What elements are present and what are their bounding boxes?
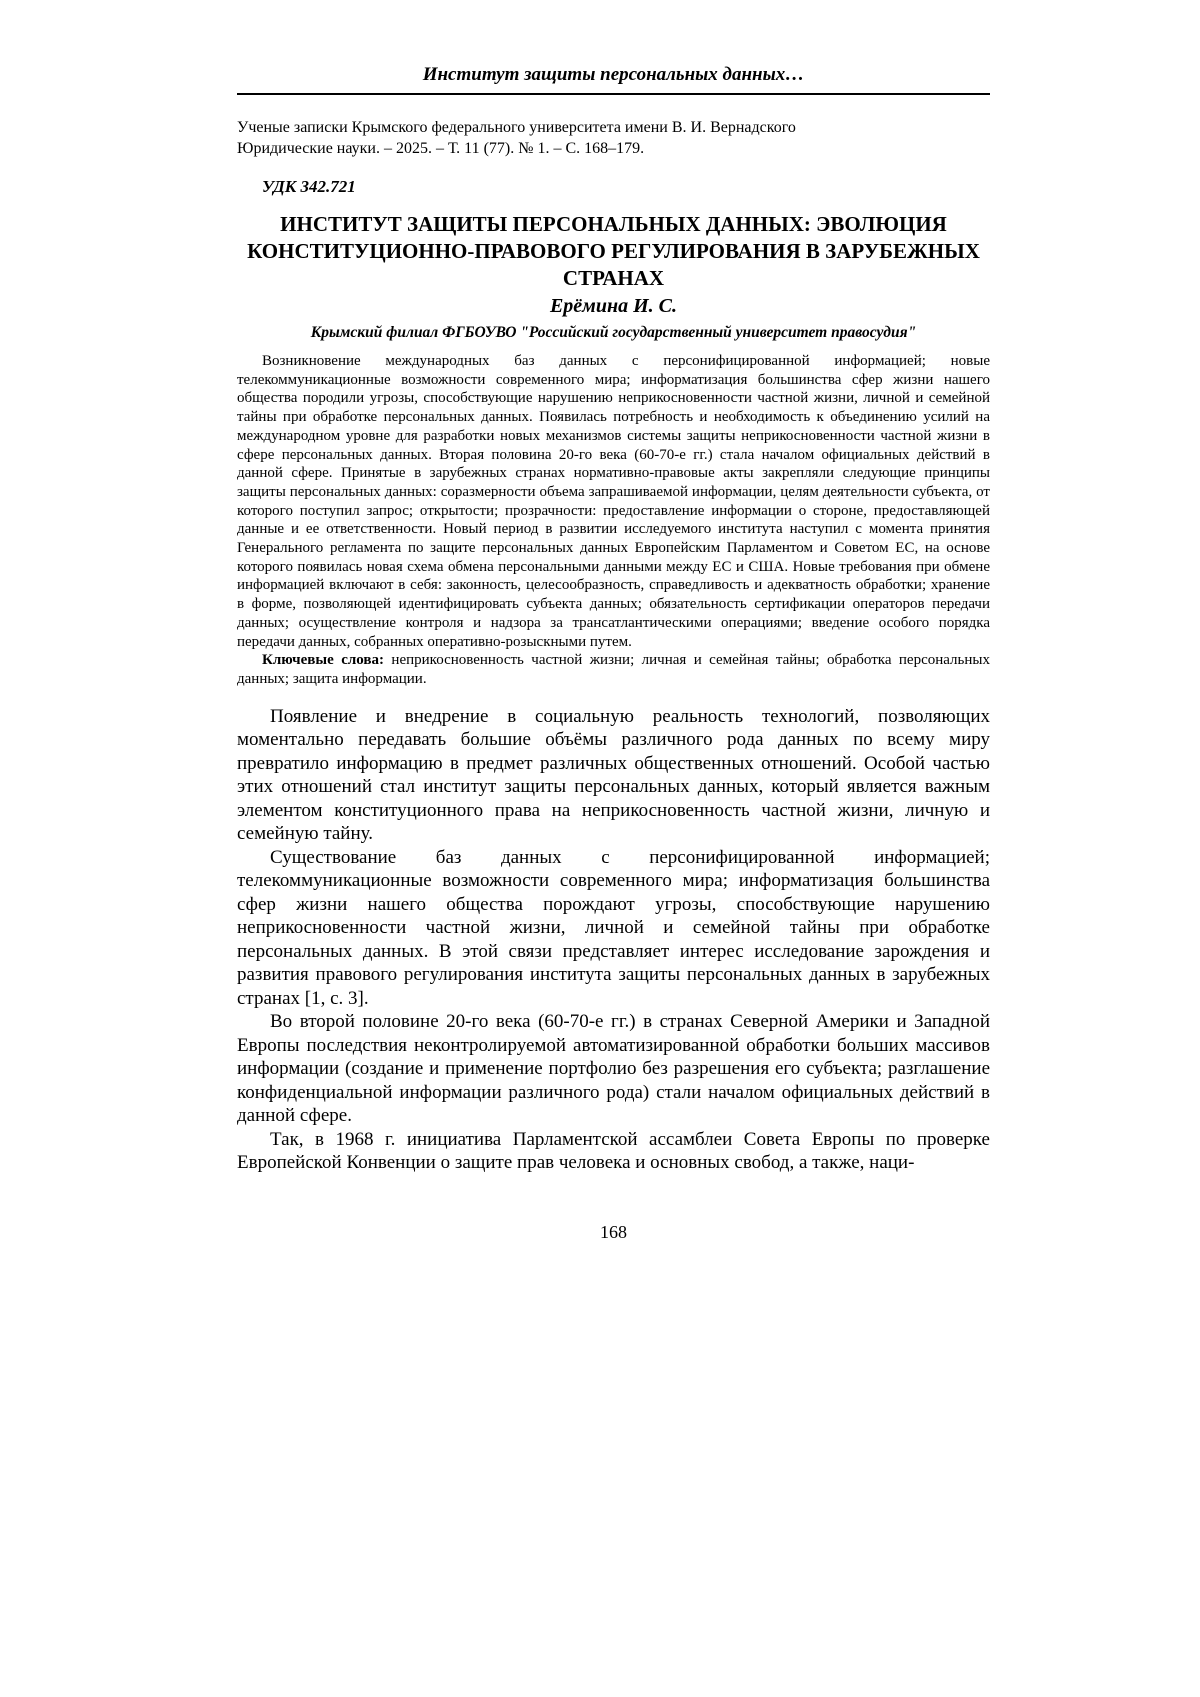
article-author: Ерёмина И. С. xyxy=(549,295,678,317)
body-paragraph: Существование баз данных с персонифицированной информацией; телекоммуникационные возможности современного мира; информатизация большинства сфер жизни нашего общества порождают угрозы, способствующие нарушению неприкосновенности частной жизни, личной и семейной тайны при обработке персональных данных. В этой связи представляет интерес исследование зарождения и развития правового регулирования института защиты персональных данных в зарубежных странах [1, с. 3]. xyxy=(237,846,990,1009)
article-body xyxy=(237,705,990,1175)
abstract-text: Возникновение международных баз данных с персонифицированной информацией; новые телекоммуникационные возможности современного мира; информатизация большинства сфер жизни нашего общества породили угрозы, способствующие нарушению неприкосновенности частной жизни, личной и семейной тайны при обработке персональных данных. Появилась потребность и необходимость к объединению усилий на международном уровне для разработки новых механизмов системы защиты неприкосновенности частной жизни в сфере персональных данных. Вторая половина 20-го века (60-70-е гг.) стала началом официальных действий в данной сфере. Принятые в зарубежных странах нормативно-правовые акты закрепляли следующие принципы защиты персональных данных: соразмерности объема запрашиваемой информации, целям деятельности субъекта, от которого поступил запрос; открытости; прозрачности: предоставление информации о стороне, предоставляющей данные и ее ответственности. Новый период в развитии исследуемого института наступил с момента принятия Генерального регламента по защите персональных данных Европейским Парламентом и Советом ЕС, на основе которого появилась новая схема обмена персональными данными между ЕС и США. Новые требования при обмене информацией включают в себя: законность, целесообразность, справедливость и адекватность обработки; хранение в форме, позволяющей идентифицировать субъекта данных; обязательность сертификации операторов передачи данных; осуществление контроля и надзора за трансатлантическими операциями; введение особого порядка передачи данных, собранных оперативно-розыскными путем. xyxy=(237,353,990,650)
udc-code: УДК 342.721 xyxy=(262,177,356,196)
citation-line-2: Юридические науки. – 2025. – Т. 11 (77). № 1. – С. 168–179. xyxy=(237,140,645,157)
page-content xyxy=(237,64,990,1175)
citation-line-1: Ученые записки Крымского федерального университета имени В. И. Вернадского xyxy=(237,119,796,136)
article-title: ИНСТИТУТ ЗАЩИТЫ ПЕРСОНАЛЬНЫХ ДАННЫХ: ЭВОЛЮЦИЯ КОНСТИТУЦИОННО-ПРАВОВОГО РЕГУЛИРОВАНИЯ В ЗАРУБЕЖНЫХ СТРАНАХ xyxy=(247,212,980,290)
body-paragraph: Так, в 1968 г. инициатива Парламентской ассамблеи Совета Европы по проверке Европейской Конвенции о защите прав человека и основных свобод, а также, наци- xyxy=(237,1128,990,1174)
citation-block xyxy=(237,117,990,159)
keywords-text: неприкосновенность частной жизни; личная и семейная тайны; обработка персональных данных; защита информации. xyxy=(237,652,990,687)
running-head: Институт защиты персональных данных… xyxy=(237,64,990,95)
body-paragraph: Во второй половине 20-го века (60-70-е гг.) в странах Северной Америки и Западной Европы последствия неконтролируемой автоматизированной обработки больших массивов информации (создание и применение портфолио без разрешения его субъекта; разглашение конфиденциальной информации различного рода) стали началом официальных действий в данной сфере. xyxy=(237,1011,990,1127)
keywords-paragraph xyxy=(237,651,990,688)
body-paragraph: Появление и внедрение в социальную реальность технологий, позволяющих моментально передавать большие объёмы различного рода данных по всему миру превратило информацию в предмет различных общественных отношений. Особой частью этих отношений стал институт защиты персональных данных, который является важным элементом конституционного права на неприкосновенность частной жизни, личную и семейную тайну. xyxy=(237,705,990,845)
page-number: 168 xyxy=(600,1222,627,1242)
article-affiliation: Крымский филиал ФГБОУВО "Российский государственный университет правосудия" xyxy=(310,324,917,341)
keywords-label: Ключевые слова: xyxy=(262,652,384,669)
